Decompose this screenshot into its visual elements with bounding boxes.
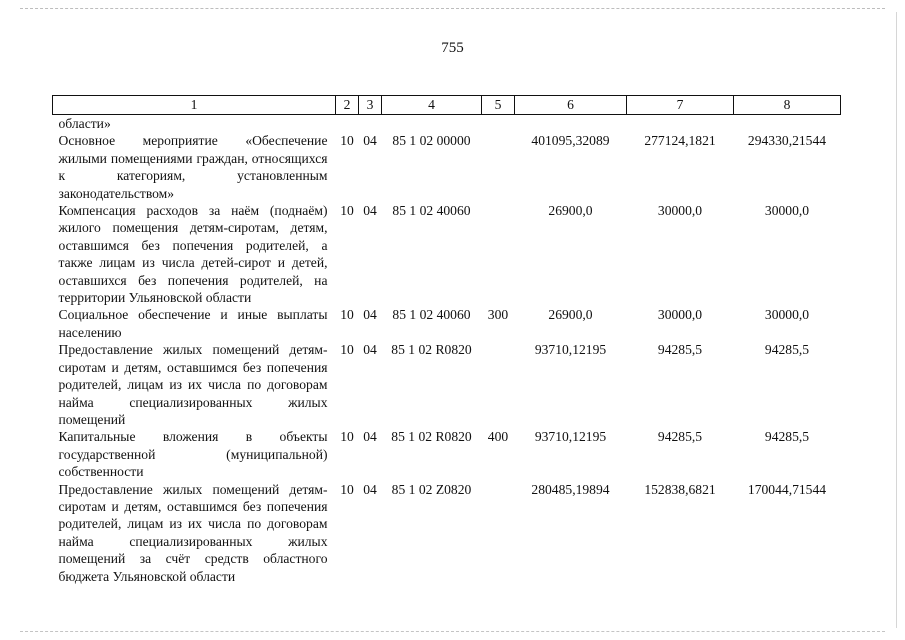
row-amount-col6: 93710,12195 (534, 342, 607, 358)
row-target-code: 85 1 02 R0820 (391, 429, 472, 445)
table-row (53, 428, 841, 480)
row-amount-col8: 30000,0 (764, 203, 810, 219)
row-amount-col6: 26900,0 (548, 307, 593, 323)
row-subsection: 04 (363, 481, 377, 497)
header-col-6: 6 (515, 96, 627, 115)
row-amount-col6: 26900,0 (548, 203, 593, 219)
header-col-4: 4 (382, 96, 482, 115)
row-amount-col8 (734, 115, 841, 133)
header-col-2: 2 (336, 96, 359, 115)
header-row (53, 96, 841, 115)
row-description: Компенсация расходов за наём (поднаём) жилого помещения детям-сиротам, детям, оставшимся без попечения родителей, а также лицам из числа детей-сирот и детей, оставшихся без попечения родителей, на территории Ульяновской области (58, 203, 328, 306)
row-amount-col8: 170044,71544 (747, 481, 827, 497)
row-description: Предоставление жилых помещений детям-сиротам и детям, оставшимся без попечения родителей, лицам из их числа по договорам найма специализированных жилых помещений (58, 342, 328, 427)
row-amount-col7: 94285,5 (657, 342, 703, 358)
row-description: Капитальные вложения в объекты государственной (муниципальной) собственности (58, 429, 328, 480)
row-expense-type: 400 (487, 429, 509, 445)
row-expense-type (482, 481, 515, 585)
row-target-code: 85 1 02 Z0820 (391, 481, 472, 497)
row-section: 10 (340, 342, 354, 358)
header-col-3: 3 (359, 96, 382, 115)
row-amount-col8: 30000,0 (764, 307, 810, 323)
row-expense-type (482, 115, 515, 133)
row-amount-col8: 94285,5 (764, 429, 810, 445)
row-target-code: 85 1 02 R0820 (391, 342, 472, 358)
row-amount-col6: 280485,19894 (531, 481, 610, 497)
row-target-code: 85 1 02 00000 (392, 133, 471, 149)
row-description: Предоставление жилых помещений детям-сиротам и детям, оставшимся без попечения родителей, лицам из их числа по договорам найма специализированных жилых помещений за счёт средств областного бюджета Ульяновской области (58, 481, 328, 584)
header-col-5: 5 (482, 96, 515, 115)
header-col-1: 1 (53, 96, 336, 115)
page-number: 755 (441, 40, 464, 56)
row-expense-type (482, 202, 515, 306)
row-description: Социальное обеспечение и иные выплаты населению (58, 307, 328, 340)
row-subsection: 04 (363, 133, 377, 149)
row-amount-col6: 401095,32089 (531, 133, 610, 149)
row-amount-col7 (627, 115, 734, 133)
row-subsection (359, 115, 382, 133)
row-amount-col8: 294330,21544 (747, 133, 827, 149)
row-subsection: 04 (363, 429, 377, 445)
row-amount-col7: 94285,5 (657, 429, 703, 445)
table-row (53, 341, 841, 428)
header-col-8: 8 (734, 96, 841, 115)
row-expense-type (482, 132, 515, 202)
row-section: 10 (340, 133, 354, 149)
row-amount-col7: 30000,0 (657, 307, 703, 323)
row-description: Основное мероприятие «Обеспечение жилыми помещениями граждан, относящихся к категориям, установленным законодательством» (58, 133, 328, 201)
row-section (336, 115, 359, 133)
row-amount-col6 (515, 115, 627, 133)
row-subsection: 04 (363, 203, 377, 219)
row-target-code: 85 1 02 40060 (392, 203, 471, 219)
table-row (53, 481, 841, 585)
row-target-code: 85 1 02 40060 (392, 307, 471, 323)
row-amount-col7: 277124,1821 (644, 133, 716, 149)
row-section: 10 (340, 481, 354, 497)
row-expense-type (482, 341, 515, 428)
table-row (53, 132, 841, 202)
row-amount-col8: 94285,5 (764, 342, 810, 358)
budget-table (52, 95, 841, 585)
table-row (53, 202, 841, 306)
budget-table-wrapper (52, 95, 840, 585)
table-row (53, 306, 841, 341)
table-row (53, 115, 841, 133)
row-amount-col7: 152838,6821 (644, 481, 716, 497)
table-body (53, 115, 841, 585)
row-description: области» (58, 116, 111, 131)
row-target-code (382, 115, 482, 133)
row-section: 10 (340, 429, 354, 445)
row-subsection: 04 (363, 342, 377, 358)
scan-edge-bottom (20, 631, 885, 632)
row-expense-type: 300 (487, 307, 509, 323)
row-amount-col7: 30000,0 (657, 203, 703, 219)
row-section: 10 (340, 307, 354, 323)
row-subsection: 04 (363, 307, 377, 323)
header-col-7: 7 (627, 96, 734, 115)
row-section: 10 (340, 203, 354, 219)
row-amount-col6: 93710,12195 (534, 429, 607, 445)
table-header (53, 96, 841, 115)
